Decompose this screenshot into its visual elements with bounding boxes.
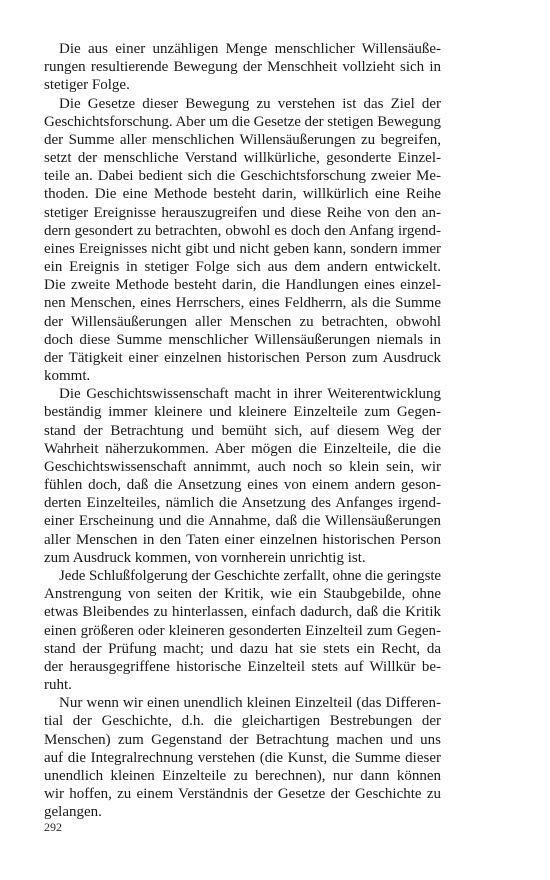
text-line: der Willensäußerungen aller Menschen zu betrachten, obwohl: [44, 313, 441, 330]
text-line: nen Menschen, eines Herrschers, eines Feldherrn, als die Summe: [44, 295, 441, 312]
text-line: aller Menschen in den Taten einer einzelnen historischen Person: [44, 531, 441, 548]
text-line: stand der Betrachtung und bemüht sich, auf diesem Weg der: [44, 422, 441, 439]
text-line: setzt der menschliche Verstand willkürliche, gesonderte Einzel-: [44, 150, 441, 167]
text-line: fühlen doch, daß die Ansetzung eines von einem andern geson-: [44, 477, 441, 494]
text-line: Nur wenn wir einen unendlich kleinen Einzelteil (das Differen-: [59, 695, 441, 712]
text-line: ein Ereignis in stetiger Folge sich aus dem andern entwickelt.: [44, 259, 441, 276]
text-line: der Tätigkeit einer einzelnen historischen Person zum Ausdruck: [44, 349, 441, 366]
text-line: Die aus einer unzähligen Menge menschlicher Willensäuße-: [59, 41, 441, 57]
text-line: unendlich kleinen Einzelteile zu berechnen), nur dann können: [44, 767, 441, 784]
text-line: ruht.: [44, 677, 72, 694]
text-line: der herausgegriffene historische Einzelteil stets auf Willkür be-: [44, 658, 441, 675]
text-line: thoden. Die eine Methode besteht darin, willkürlich eine Reihe: [44, 186, 441, 203]
text-line: zum Ausdruck kommen, von vornherein unrichtig ist.: [44, 549, 366, 566]
text-line: stetiger Ereignisse herauszugreifen und diese Reihe von den an-: [44, 204, 441, 221]
text-line: Die Geschichtswissenschaft macht in ihrer Weiterentwicklung: [59, 386, 441, 403]
text-line: Wahrheit näherzukommen. Aber mögen die Einzelteile, die die: [44, 440, 441, 457]
text-line: rungen resultierende Bewegung der Menschheit vollzieht sich in: [44, 59, 441, 76]
text-line: gelangen.: [44, 804, 102, 821]
text-line: Menschen) zum Gegenstand der Betrachtung machen und uns: [44, 731, 441, 748]
text-line: Jede Schlußfolgerung der Geschichte zerfallt, ohne die geringste: [59, 567, 441, 584]
text-line: teile an. Dabei bedient sich die Geschichtsforschung zweier Me-: [44, 168, 441, 185]
text-line: tial der Geschichte, d.h. die gleichartigen Bestrebungen der: [44, 713, 441, 730]
text-line: beständig immer kleinere und kleinere Einzelteile zum Gegen-: [44, 404, 441, 421]
text-line: derten Einzelteiles, nämlich die Ansetzung des Anfanges irgend-: [44, 495, 441, 512]
text-line: etwas Bleibendes zu hinterlassen, einfach dadurch, daß die Kritik: [44, 604, 441, 621]
text-line: doch diese Summe menschlicher Willensäußerungen niemals in: [44, 331, 441, 348]
text-line: kommt.: [44, 368, 91, 385]
text-line: eines Ereignisses nicht gibt und nicht geben kann, sondern immer: [44, 240, 441, 257]
text-line: Die zweite Methode besteht darin, die Handlungen eines einzel-: [44, 277, 441, 294]
text-line: Geschichtswissenschaft annimmt, auch noch so klein sein, wir: [44, 458, 441, 475]
body-text: [44, 40, 441, 821]
text-line: einer Erscheinung und die Annahme, daß die Willensäußerungen: [44, 513, 441, 530]
text-line: Geschichtsforschung. Aber um die Gesetze der stetigen Bewegung: [44, 113, 441, 130]
text-line: dern gesondert zu betrachten, obwohl es doch den Anfang irgend-: [44, 222, 441, 239]
text-line: einen größeren oder kleineren gesonderten Einzelteil zum Gegen-: [44, 622, 441, 639]
text-line: stand der Prüfung macht; und dazu hat sie stets ein Recht, da: [44, 640, 441, 657]
text-line: Anstrengung von seiten der Kritik, wie ein Staubgebilde, ohne: [44, 586, 441, 603]
text-line: auf die Integralrechnung verstehen (die Kunst, die Summe dieser: [44, 749, 441, 766]
text-line: wir hoffen, zu einem Verständnis der Gesetze der Geschichte zu: [44, 786, 441, 803]
text-line: stetiger Folge.: [44, 77, 130, 94]
page-number: 292: [44, 820, 62, 834]
text-line: der Summe aller menschlichen Willensäußerungen zu begreifen,: [44, 131, 441, 148]
text-line: Die Gesetze dieser Bewegung zu verstehen ist das Ziel der: [59, 95, 441, 112]
